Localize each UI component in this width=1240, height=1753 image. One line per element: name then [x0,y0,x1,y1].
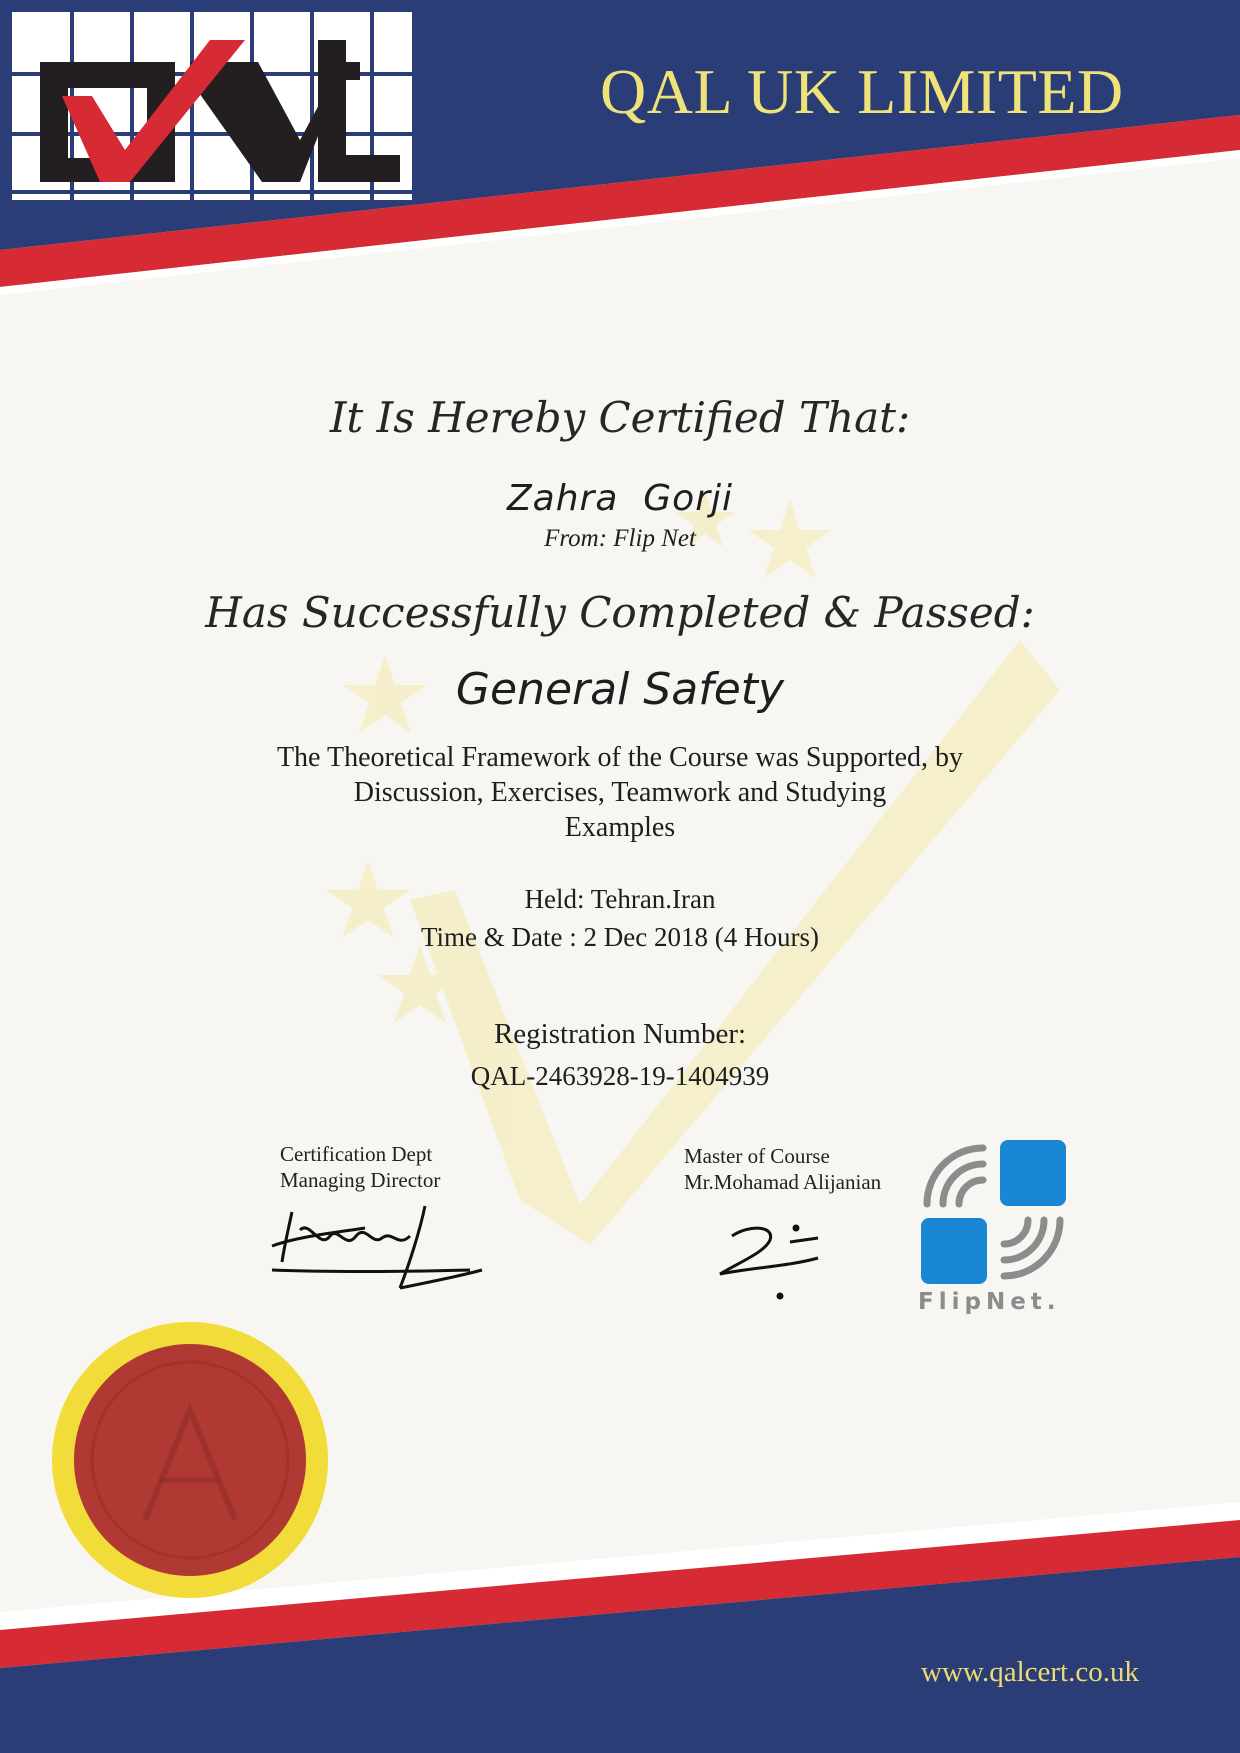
master-of-course-label [684,1143,881,1195]
qal-logo [12,12,412,200]
signatory-role: Master of Course [684,1144,830,1168]
managing-director-signature [272,1206,482,1288]
time-and-date: Time & Date : 2 Dec 2018 (4 Hours) [421,922,819,952]
description-line: Discussion, Exercises, Teamwork and Studying [353,777,887,808]
course-name: General Safety [455,664,785,715]
master-of-course-signature [720,1226,818,1298]
course-description [0,740,1240,845]
signatory-dept: Certification Dept [280,1142,433,1166]
managing-director-label [280,1141,440,1193]
flipnet-logo-text: FlipNet. [918,1289,1061,1315]
red-wax-seal [52,1322,328,1598]
description-line: Examples [564,812,676,843]
description-line: The Theoretical Framework of the Course was Supported, by [276,742,964,773]
company-name: QAL UK LIMITED [600,56,1124,127]
hereby-certified-heading: It Is Hereby Certified That: [329,393,911,442]
held-location: Held: Tehran.Iran [524,884,716,914]
recipient-name: Zahra Gorji [506,478,733,519]
website-link[interactable]: www.qalcert.co.uk [921,1656,1139,1688]
signatory-title: Managing Director [280,1168,441,1192]
recipient-organization: From: Flip Net [544,525,696,552]
registration-label: Registration Number: [493,1018,747,1050]
flipnet-logo [921,1140,1066,1284]
registration-number: QAL-2463928-19-1404939 [470,1061,770,1091]
signatory-name: Mr.Mohamad Alijanian [684,1170,882,1194]
completed-passed-heading: Has Successfully Completed & Passed: [205,588,1035,637]
